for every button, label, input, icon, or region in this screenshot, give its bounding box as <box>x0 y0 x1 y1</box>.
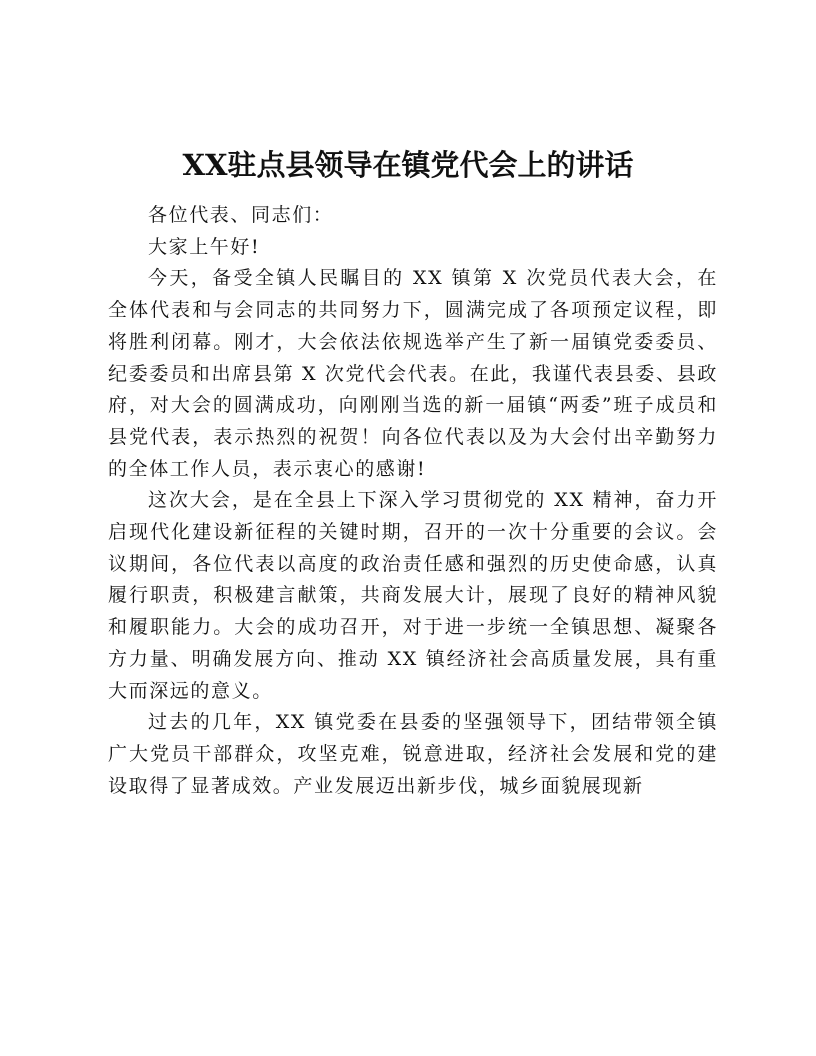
body-paragraph: 这次大会，是在全县上下深入学习贯彻党的 XX 精神，奋力开启现代化建设新征程的关键时期，召开的一次十分重要的会议。会议期间，各位代表以高度的政治责任感和强烈的历史使命感，认真履行职责，积极建言献策，共商发展大计，展现了良好的精神风貌和履职能力。大会的成功召开，对于进一步统一全镇思想、凝聚各方力量、明确发展方向、推动 XX 镇经济社会高质量发展，具有重大而深远的意义。 <box>108 489 718 702</box>
salutation: 各位代表、同志们： <box>148 204 334 226</box>
document-body <box>108 200 718 802</box>
greeting: 大家上午好! <box>148 235 261 258</box>
body-paragraph: 今天，备受全镇人民瞩目的 XX 镇第 X 次党员代表大会，在全体代表和与会同志的共同努力下，圆满完成了各项预定议程，即将胜利闭幕。刚才，大会依法依规选举产生了新一届镇党委委员、纪委委员和出席县第 X 次党代会代表。在此，我谨代表县委、县政府，对大会的圆满成功，向刚刚当选的新一届镇“两委”班子成员和县党代表，表示热烈的祝贺！向各位代表以及为大会付出辛勤努力的全体工作人员，表示衷心的感谢! <box>108 267 718 480</box>
document-title: XX驻点县领导在镇党代会上的讲话 <box>182 148 634 182</box>
body-paragraph: 过去的几年，XX 镇党委在县委的坚强领导下，团结带领全镇广大党员干部群众，攻坚克难，锐意进取，经济社会发展和党的建设取得了显著成效。产业发展迈出新步伐，城乡面貌展现新 <box>108 711 718 797</box>
